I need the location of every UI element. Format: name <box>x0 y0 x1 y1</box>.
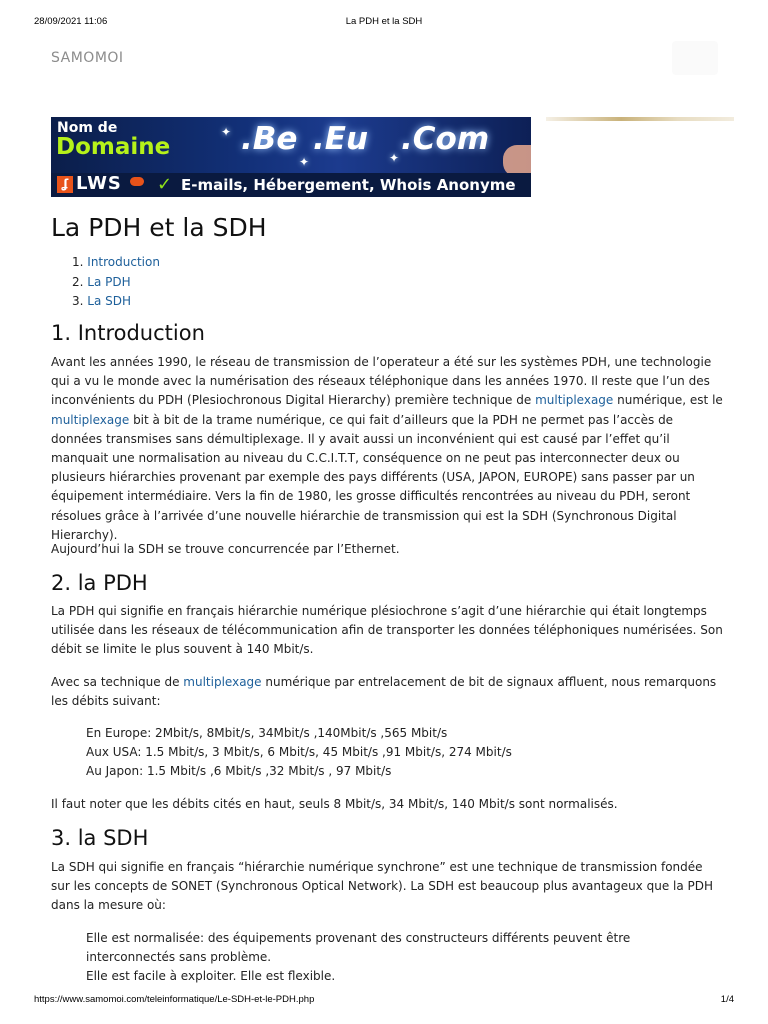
lws-flag-icon: ʆ <box>57 176 73 193</box>
print-header <box>0 16 768 30</box>
rate-line-usa: Aux USA: 1.5 Mbit/s, 3 Mbit/s, 6 Mbit/s, 45 Mbit/s ,91 Mbit/s, 274 Mbit/s <box>86 745 512 760</box>
section-heading-introduction: 1. Introduction <box>51 321 205 345</box>
print-footer <box>0 994 768 1008</box>
sdh-point: Elle est normalisée: des équipements provenant des constructeurs différents peuvent être interconnectés sans problème. <box>86 931 631 965</box>
sparkle-icon: ✦ <box>299 155 310 169</box>
banner-bottom-strip <box>51 173 531 197</box>
sparkle-icon: ✦ <box>389 151 400 165</box>
banner-text-domaine: Domaine <box>56 134 171 160</box>
toc-number: 1. <box>72 255 84 269</box>
page-title: La PDH et la SDH <box>51 213 267 242</box>
toc-item <box>72 253 160 273</box>
intro-paragraph-2: Aujourd’hui la SDH se trouve concurrencée par l’Ethernet. <box>51 542 400 556</box>
banner-text-nom: Nom de <box>57 120 118 136</box>
banner-tld-eu: .Eu <box>313 121 369 157</box>
sdh-point: Elle est facile à exploiter. Elle est flexible. <box>86 969 336 984</box>
section-heading-sdh: 3. la SDH <box>51 826 149 850</box>
fr-badge-icon <box>130 177 144 186</box>
banner-tagline: E-mails, Hébergement, Whois Anonyme <box>181 176 516 194</box>
ad-banner[interactable] <box>51 117 531 197</box>
section-heading-pdh: 2. la PDH <box>51 571 148 595</box>
toc-number: 2. <box>72 274 84 289</box>
toc-link-introduction[interactable]: Introduction <box>87 255 160 269</box>
check-icon: ✓ <box>157 174 173 195</box>
pdh-paragraph-1: La PDH qui signifie en français hiérarchie numérique plésiochrone s’agit d’une hiérarchie qui était longtemps utilisée dans les réseaux de télécommunication afin de transporter les données téléphoniques numérisées. Son débit se limite le plus souvent à 140 Mbit/s. <box>51 604 723 657</box>
toc-item <box>72 273 160 293</box>
multiplexage-link[interactable]: multiplexage <box>535 393 614 408</box>
menu-button[interactable] <box>672 41 718 75</box>
sdh-points-list <box>86 929 716 987</box>
banner-tld-be: .Be <box>241 121 298 157</box>
toc-link-sdh[interactable]: La SDH <box>87 294 132 308</box>
pdh-rates-list <box>86 724 726 782</box>
print-date: 28/09/2021 11:06 <box>34 16 108 27</box>
print-page-number: 1/4 <box>720 994 734 1005</box>
multiplexage-link[interactable]: multiplexage <box>183 675 262 689</box>
side-ad-image[interactable] <box>546 117 734 121</box>
banner-tld-com: .Com <box>401 121 490 157</box>
sparkle-icon: ✦ <box>221 125 232 139</box>
site-logo[interactable]: SAMOMOI <box>51 50 124 66</box>
toc-link-pdh[interactable]: La PDH <box>87 274 131 289</box>
rate-line-europe: En Europe: 2Mbit/s, 8Mbit/s, 34Mbit/s ,140Mbit/s ,565 Mbit/s <box>86 726 448 740</box>
multiplexage-link[interactable]: multiplexage <box>51 412 130 427</box>
pdh-paragraph-2: Avec sa technique de multiplexage numérique par entrelacement de bit de signaux affluent, nous remarquons les débits suivant: <box>51 675 717 709</box>
print-url: https://www.samomoi.com/teleinformatique/Le-SDH-et-le-PDH.php <box>34 994 315 1005</box>
table-of-contents <box>72 253 160 312</box>
lws-logo: LWS <box>76 173 122 194</box>
toc-number: 3. <box>72 294 84 308</box>
sdh-paragraph-1: La SDH qui signifie en français “hiérarchie numérique synchrone” est une technique de transmission fondée sur les concepts de SONET (Synchronous Optical Network). La SDH est beaucoup plus avantageux que la PDH dans la mesure où: <box>51 860 714 913</box>
pdh-paragraph-3: Il faut noter que les débits cités en haut, seuls 8 Mbit/s, 34 Mbit/s, 140 Mbit/s sont normalisés. <box>51 797 618 811</box>
toc-item <box>72 292 160 312</box>
intro-paragraph: Avant les années 1990, le réseau de transmission de l’operateur a été sur les systèmes PDH, une technologie qui a vu le monde avec la numérisation des réseaux téléphonique dans les années 1970. Il reste que l’un des inconvénients du PDH (Plesiochronous Digital Hierarchy) première technique de multiplexage numérique, est le multiplexage bit à bit de la trame numérique, ce qui fait d’ailleurs que la PDH ne permet pas l’accès de données transmises sans démultiplexage. Il y avait aussi un inconvénient qui est causé par l’effet qu’il manquait une normalisation au niveau du C.C.I.T.T, conséquence on ne peut pas interconnecter deux ou plusieurs hiérarchies provenant par exemple des pays différents (USA, JAPON, EUROPE) sans passer par un équipement intermédiaire. Vers la fin de 1980, les grosse difficultés rencontrées au niveau du PDH, seront résolues grâce à l’arrivée d’une nouvelle hiérarchie de transmission qui est la SDH (Synchronous Digital Hierarchy). <box>51 355 723 542</box>
rate-line-japan: Au Japon: 1.5 Mbit/s ,6 Mbit/s ,32 Mbit/s , 97 Mbit/s <box>86 764 392 779</box>
print-title: La PDH et la SDH <box>345 16 423 27</box>
